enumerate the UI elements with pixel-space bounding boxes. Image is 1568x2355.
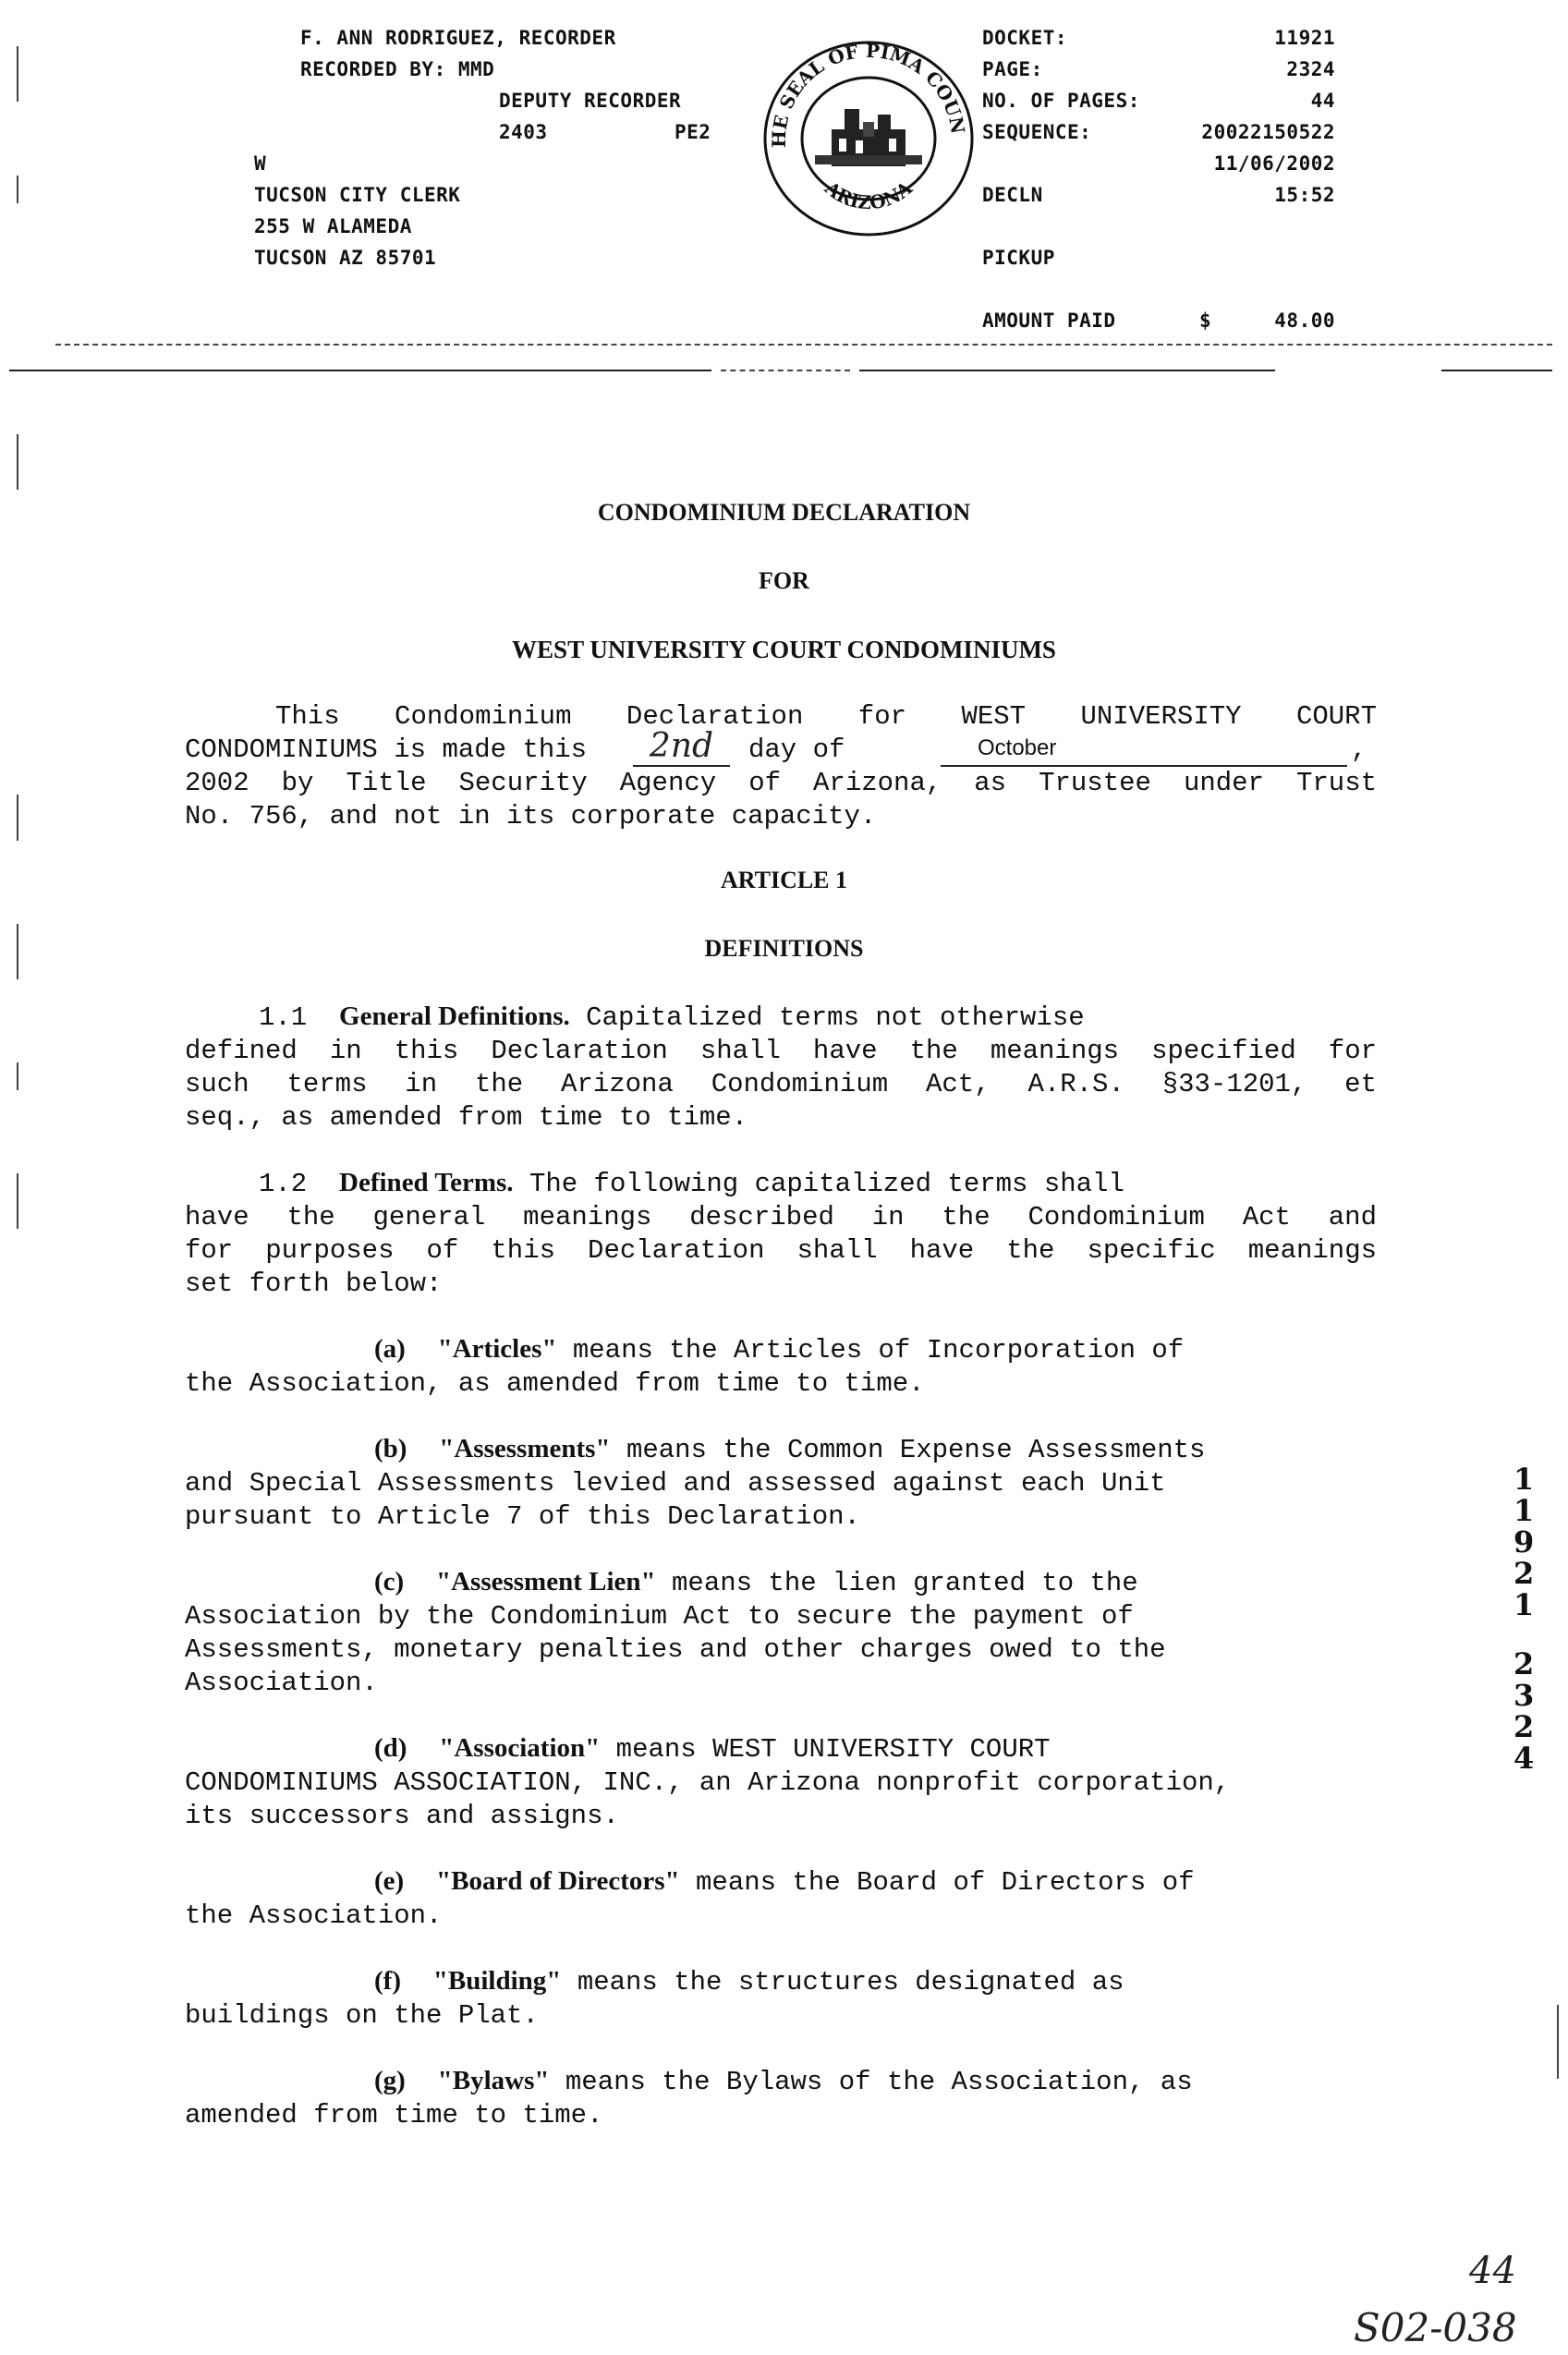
seal-text-top: HE SEAL OF PIMA COUN [767, 39, 969, 149]
definition-d-label: (d) [374, 1733, 407, 1763]
pickup-label: PICKUP [982, 247, 1055, 269]
county-seal [760, 37, 978, 240]
definition-b-text: means the Common Expense Assessments [626, 1435, 1206, 1465]
section-1-2-line-2: have the general meanings described in the Condominium Act and [185, 1202, 1377, 1232]
amount-paid-value: 48.00 [1274, 310, 1335, 332]
definition-f-line-2: buildings on the Plat. [185, 2000, 539, 2031]
document-title-for: FOR [759, 567, 809, 594]
definition-b-term: "Assessments" [439, 1434, 611, 1463]
scan-mark [17, 1062, 18, 1090]
recorder-w: W [254, 152, 267, 175]
intro-line-3: 2002 by Title Security Agency of Arizona, as Trustee under Trust [185, 768, 1377, 798]
definition-f-term: "Building" [432, 1966, 562, 1996]
header-separator-end [1441, 370, 1552, 371]
article-title: DEFINITIONS [704, 935, 864, 962]
definition-a-line-2: the Association, as amended from time to time. [185, 1368, 925, 1399]
intro-paragraph [185, 700, 1377, 833]
recording-date: 11/06/2002 [1213, 152, 1335, 175]
header-separator-mid [721, 370, 850, 371]
definition-g-line-1 [185, 2064, 1377, 2099]
definition-a [185, 1332, 1377, 1401]
amount-paid-label: AMOUNT PAID [982, 310, 1116, 332]
scan-mark [17, 176, 18, 203]
intro-month-field: October [941, 732, 1347, 767]
scan-mark [17, 46, 18, 102]
page-value: 2324 [1286, 58, 1335, 80]
intro-line-4: No. 756, and not in its corporate capacity. [185, 801, 877, 832]
recorder-code-b: PE2 [675, 121, 711, 143]
pages-value: 44 [1310, 90, 1335, 112]
definition-f-label: (f) [374, 1966, 401, 1996]
definition-c-line-1 [185, 1565, 1377, 1600]
margin-digit: 4 [1513, 1741, 1535, 1776]
scan-mark [17, 795, 18, 841]
section-1-1-heading: General Definitions. [339, 1001, 570, 1031]
definition-b [185, 1432, 1377, 1534]
definition-a-term: "Articles" [437, 1334, 557, 1364]
header-separator-top [55, 344, 1552, 346]
definition-b-line-3: pursuant to Article 7 of this Declaration. [185, 1501, 860, 1532]
header-separator-left [9, 370, 711, 371]
definition-g-line-2: amended from time to time. [185, 2100, 603, 2130]
handwritten-reference: S02-038 [1354, 2305, 1517, 2350]
margin-digit: 1 [1513, 1587, 1535, 1622]
definition-f-line-1 [185, 1964, 1377, 1999]
definition-g-label: (g) [374, 2066, 406, 2095]
definition-a-label: (a) [374, 1334, 406, 1364]
amount-currency: $ [1199, 310, 1212, 332]
intro-line-2-dayof: day of [748, 734, 845, 765]
recorder-name: F. ANN RODRIGUEZ, RECORDER [300, 27, 616, 49]
recorder-code-a: 2403 [499, 121, 548, 143]
section-1-1 [185, 1000, 1377, 1135]
document-title: CONDOMINIUM DECLARATION [597, 499, 971, 526]
margin-digit: 2 [1513, 1709, 1535, 1744]
section-1-2 [185, 1166, 1377, 1301]
definition-g-term: "Bylaws" [437, 2066, 550, 2095]
margin-digit: 2 [1513, 1646, 1535, 1681]
section-1-1-line-1 [185, 1000, 1377, 1035]
section-1-1-line-3: such terms in the Arizona Condominium Act, A.R.S. §33-1201, et [185, 1069, 1377, 1099]
intro-line-1: This Condominium Declaration for WEST UNIVERSITY COURT [275, 701, 1377, 732]
recorded-by: RECORDED BY: MMD [300, 58, 495, 80]
definition-g-text: means the Bylaws of the Association, as [565, 2067, 1193, 2097]
section-1-1-line-2: defined in this Declaration shall have the meanings specified for [185, 1036, 1377, 1066]
definition-e-term: "Board of Directors" [436, 1866, 680, 1896]
address-city: TUCSON AZ 85701 [254, 247, 437, 269]
section-1-2-heading: Defined Terms. [339, 1168, 514, 1197]
svg-text:ARIZONA [820, 176, 917, 214]
recording-time: 15:52 [1274, 184, 1335, 206]
section-1-2-line-1 [185, 1166, 1377, 1201]
margin-digit: 1 [1513, 1493, 1535, 1528]
section-1-2-line-3: for purposes of this Declaration shall have the specific meanings [185, 1235, 1377, 1266]
margin-digit: 2 [1513, 1556, 1535, 1591]
definition-c-line-2: Association by the Condominium Act to secure the payment of [185, 1601, 1134, 1632]
definition-c-line-3: Assessments, monetary penalties and other charges owed to the [185, 1634, 1166, 1665]
section-1-2-number: 1.2 [259, 1169, 308, 1199]
intro-line-2 [185, 727, 1377, 767]
definition-g [185, 2064, 1377, 2132]
scan-mark [17, 434, 18, 490]
intro-line-2-start: CONDOMINIUMS is made this [185, 734, 588, 765]
scan-mark [17, 1173, 18, 1229]
definition-c-text: means the lien granted to the [672, 1568, 1138, 1598]
definition-b-label: (b) [374, 1434, 407, 1463]
docket-label: DOCKET: [982, 27, 1068, 49]
section-1-1-line-4: seq., as amended from time to time. [185, 1102, 748, 1133]
intro-day-handwritten: 2nd [633, 728, 730, 767]
page-label: PAGE: [982, 58, 1043, 80]
definition-c [185, 1565, 1377, 1700]
definition-b-line-2: and Special Assessments levied and assessed against each Unit [185, 1468, 1166, 1499]
definition-b-line-1 [185, 1432, 1377, 1467]
definition-c-label: (c) [374, 1567, 405, 1596]
seal-icon [760, 37, 978, 240]
section-1-1-number: 1.1 [259, 1002, 308, 1033]
definition-d-line-2: CONDOMINIUMS ASSOCIATION, INC., an Arizona nonprofit corporation, [185, 1767, 1231, 1798]
definition-c-term: "Assessment Lien" [436, 1567, 656, 1596]
definition-d-text: means WEST UNIVERSITY COURT [615, 1734, 1051, 1765]
definition-a-line-1 [185, 1332, 1377, 1367]
section-1-2-text: The following capitalized terms shall [529, 1169, 1124, 1199]
address-street: 255 W ALAMEDA [254, 215, 412, 237]
article-heading: ARTICLE 1 [720, 867, 848, 893]
definition-d-line-3: its successors and assigns. [185, 1801, 619, 1831]
definition-e-text: means the Board of Directors of [696, 1867, 1195, 1898]
definition-a-text: means the Articles of Incorporation of [572, 1335, 1185, 1366]
section-1-1-text: Capitalized terms not otherwise [586, 1002, 1085, 1033]
document-type: DECLN [982, 184, 1043, 206]
section-1-2-line-4: set forth below: [185, 1269, 443, 1299]
margin-digit: 9 [1513, 1524, 1535, 1560]
definition-d-term: "Association" [439, 1733, 601, 1763]
sequence-label: SEQUENCE: [982, 121, 1092, 143]
definition-c-line-4: Association. [185, 1668, 378, 1698]
addressee: TUCSON CITY CLERK [254, 184, 461, 206]
margin-digit: 1 [1513, 1462, 1535, 1497]
definition-e-line-2: the Association. [185, 1900, 443, 1931]
definition-e-label: (e) [374, 1866, 405, 1896]
header-separator-right [859, 370, 1275, 371]
definition-e [185, 1864, 1377, 1933]
definition-d-line-1 [185, 1731, 1377, 1766]
docket-value: 11921 [1274, 27, 1335, 49]
definition-f-text: means the structures designated as [577, 1967, 1124, 1997]
deputy-recorder: DEPUTY RECORDER [499, 90, 682, 112]
document-title-project: WEST UNIVERSITY COURT CONDOMINIUMS [512, 636, 1056, 663]
definition-f [185, 1964, 1377, 2033]
definition-e-line-1 [185, 1864, 1377, 1900]
intro-line-2-comma: , [1351, 734, 1367, 765]
definition-d [185, 1731, 1377, 1833]
margin-digit: 3 [1513, 1678, 1535, 1713]
sequence-value: 20022150522 [1201, 121, 1335, 143]
seal-text-bottom: ARIZONA [820, 176, 917, 214]
handwritten-page-count: 44 [1469, 2250, 1516, 2292]
scan-mark [1557, 2005, 1559, 2079]
pages-label: NO. OF PAGES: [982, 90, 1140, 112]
